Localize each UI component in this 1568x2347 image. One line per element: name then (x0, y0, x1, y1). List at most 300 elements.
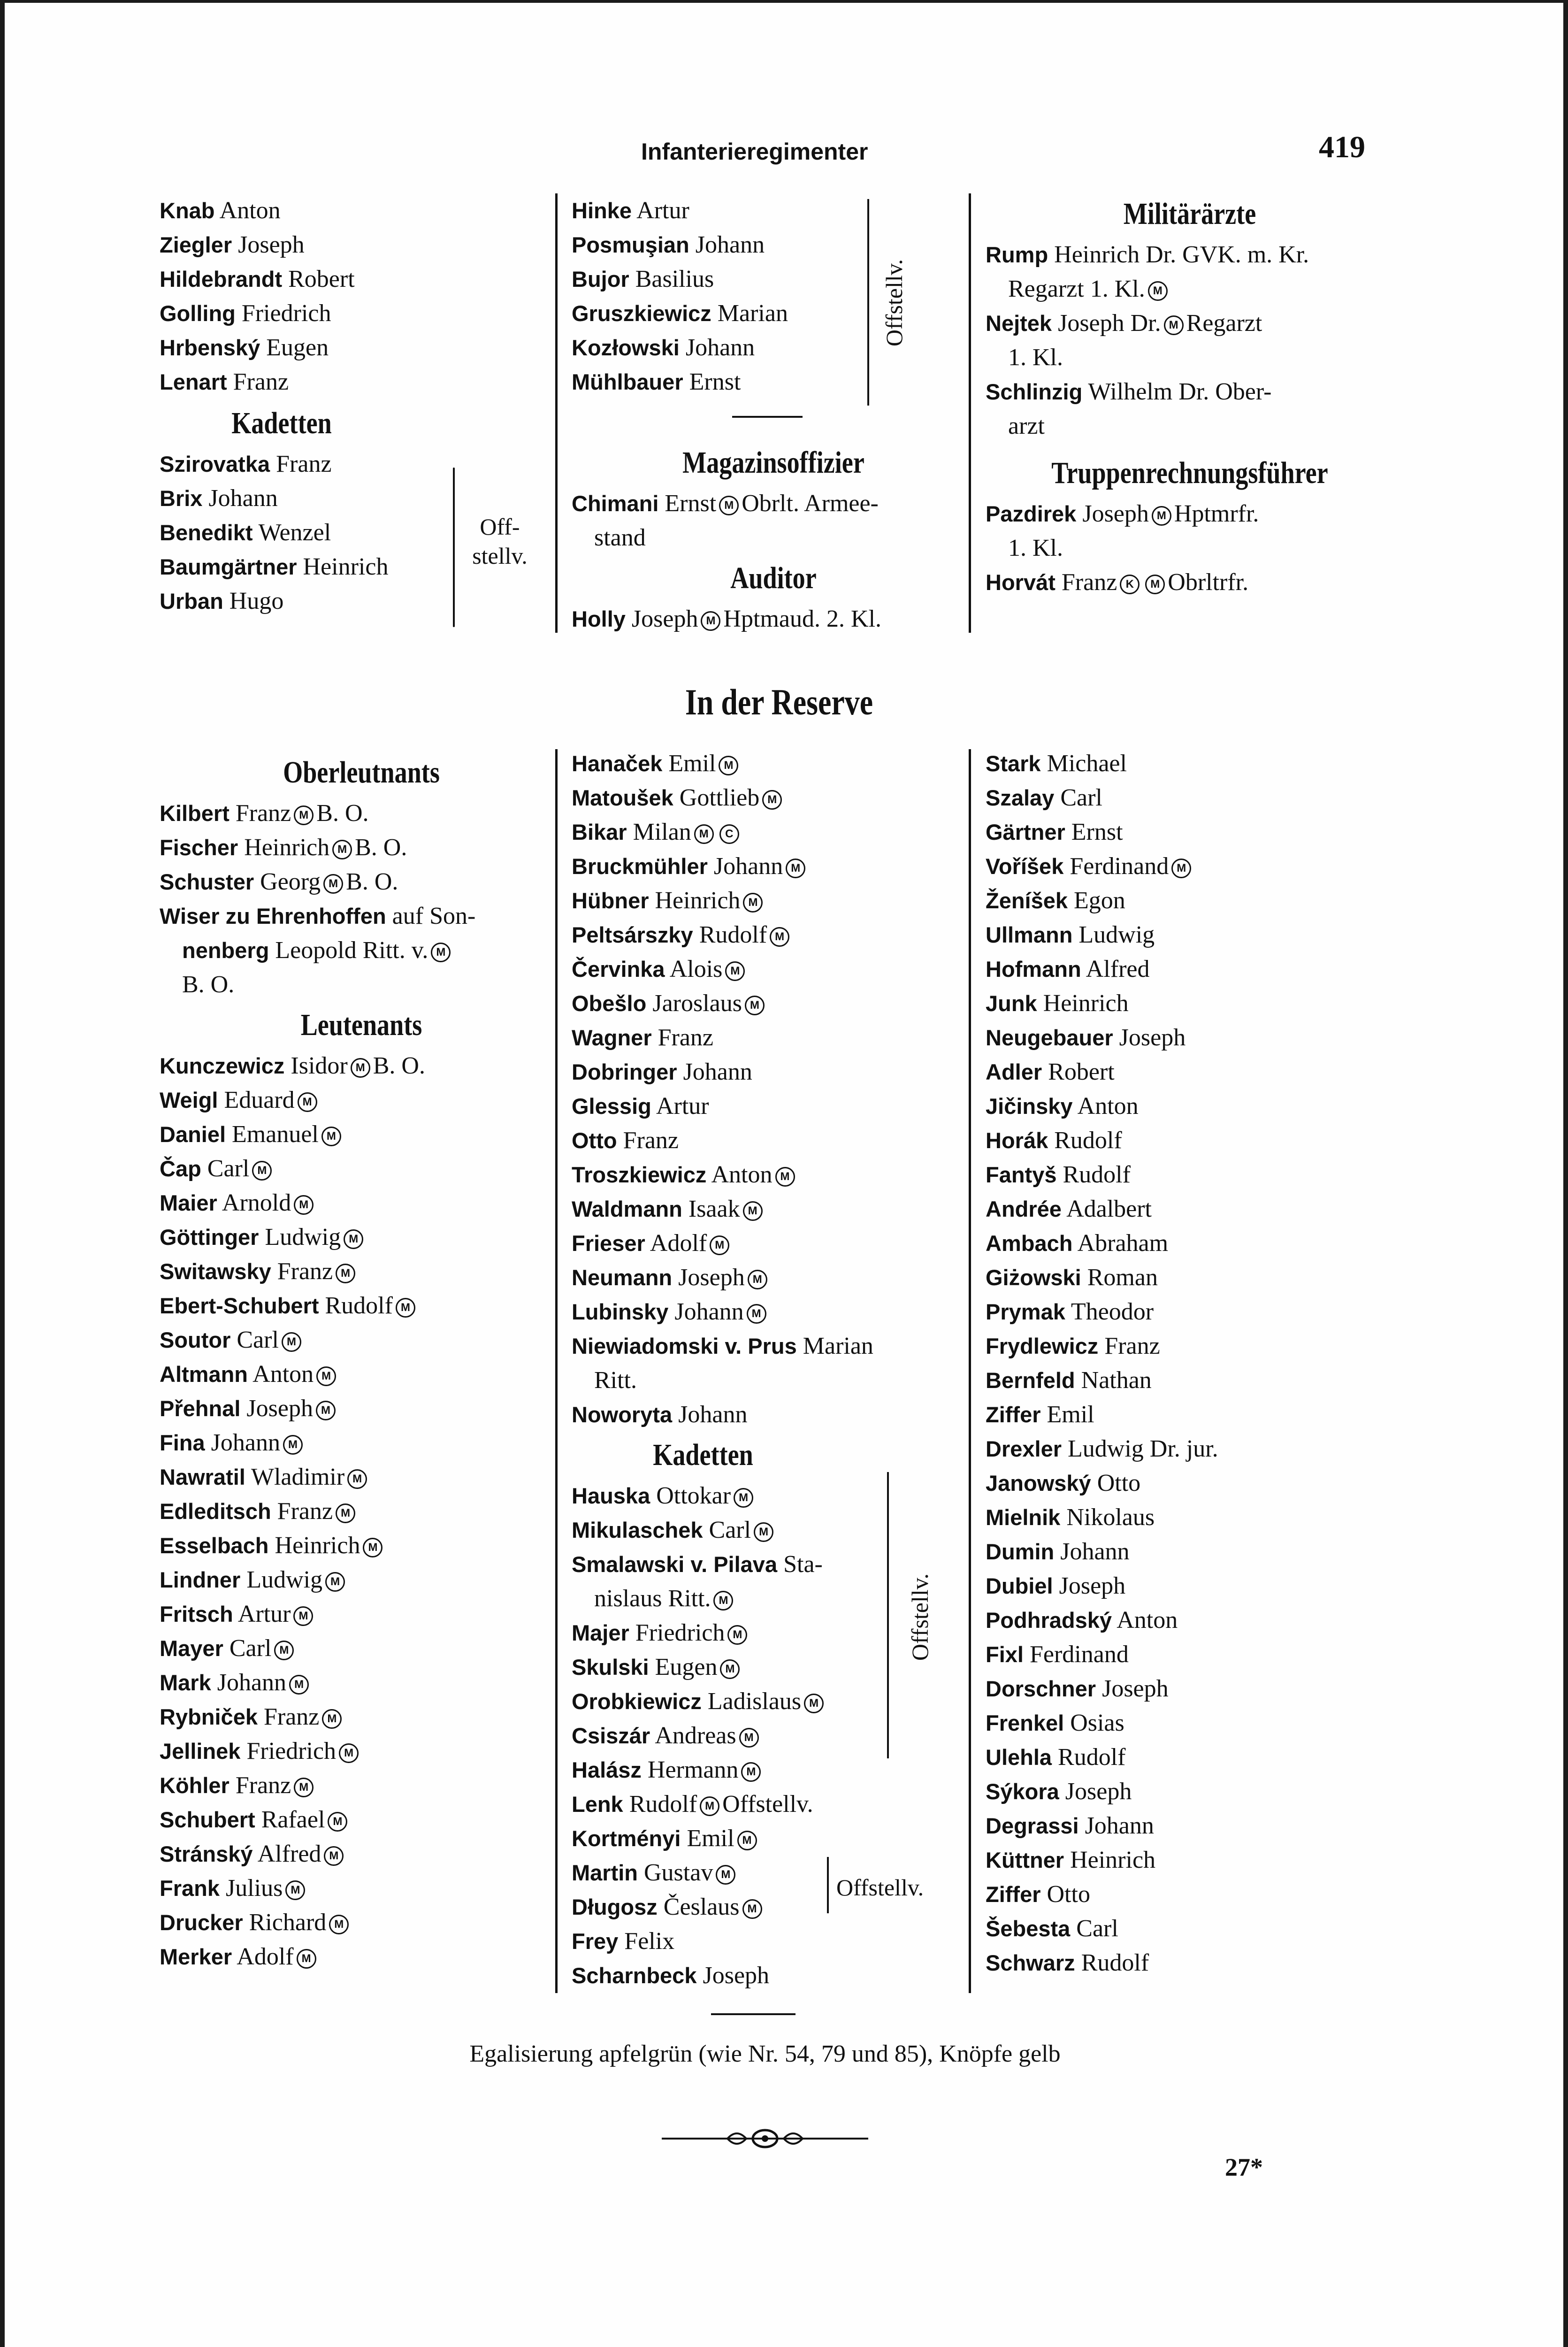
given-name: Joseph (631, 606, 698, 632)
given-name: Ludwig (1078, 921, 1155, 948)
surname: Červinka (572, 957, 665, 982)
given-name: Franz (233, 368, 289, 395)
surname: Glessig (572, 1094, 651, 1119)
given-name: Eugen (655, 1654, 718, 1680)
given-name: Johann (208, 485, 278, 512)
surname: Altmann (160, 1362, 248, 1387)
surname: Matoušek (572, 785, 673, 810)
medal-badge: M (747, 1304, 766, 1324)
surname: Ziffer (986, 1882, 1041, 1907)
medal-badge: M (1152, 506, 1171, 526)
list-entry (986, 1774, 1394, 1809)
surname: Urban (160, 589, 223, 614)
surname: Kozłowski (572, 335, 680, 360)
kadetten-heading: Kadetten (231, 406, 332, 440)
list-entry (986, 1363, 1394, 1397)
given-name: Friedrich (241, 300, 331, 327)
medal-badge: M (710, 1235, 729, 1255)
list-entry (986, 497, 1394, 531)
column-rule (555, 193, 558, 633)
surname: Giżowski (986, 1265, 1081, 1290)
surname: Ulehla (986, 1745, 1052, 1770)
given-name: Franz (276, 451, 332, 477)
given-name: Rudolf (1058, 1744, 1126, 1771)
surname: Andrée (986, 1197, 1062, 1221)
list-entry (572, 1479, 975, 1513)
list-entry (160, 1597, 563, 1631)
medal-badge: M (786, 859, 805, 878)
list-entry (160, 262, 558, 296)
surname: Horvát (986, 570, 1056, 595)
surname: Ambach (986, 1231, 1073, 1256)
surname: Baumgärtner (160, 554, 297, 579)
given-name: Eduard (224, 1087, 295, 1113)
given-name: Česlaus (663, 1894, 740, 1920)
list-entry (986, 1295, 1394, 1329)
given-name: Ferdinand (1070, 853, 1169, 880)
list-entry (160, 1940, 563, 1974)
truppen-heading: Truppenrechnungsführer (1051, 456, 1328, 490)
list-entry (986, 1158, 1394, 1192)
given-name: Heinrich Dr. GVK. m. Kr. (1054, 241, 1309, 268)
surname: Lindner (160, 1567, 241, 1592)
list-entry (986, 1466, 1394, 1500)
surname: Dobringer (572, 1059, 677, 1084)
given-name: B. O. (182, 971, 235, 998)
surname: Gruszkiewicz (572, 301, 711, 326)
surname: Lenk (572, 1792, 623, 1817)
surname: Mayer (160, 1636, 223, 1661)
surname: Rybniček (160, 1704, 258, 1729)
medal-badge: M (701, 611, 720, 631)
given-name: Johann (674, 1298, 744, 1325)
list-entry (160, 865, 563, 899)
list-entry (572, 1260, 975, 1295)
list-entry (572, 1020, 975, 1055)
medal-badge: M (725, 961, 745, 981)
list-entry (160, 1151, 563, 1186)
given-name: Rafael (261, 1806, 325, 1833)
list-entry (160, 193, 558, 228)
list-entry (572, 1295, 975, 1329)
list-entry (572, 1684, 975, 1718)
surname: Jičinsky (986, 1094, 1073, 1119)
medal-badge: M (329, 1915, 349, 1934)
auditor-heading: Auditor (730, 561, 817, 595)
list-entry (160, 330, 558, 365)
surname: Bujor (572, 267, 629, 291)
given-name: Franz (1104, 1333, 1160, 1359)
rank-note: B. O. (316, 800, 369, 827)
medal-badge: M (323, 874, 343, 894)
medal-badge: K (1120, 575, 1140, 594)
surname: Hübner (572, 888, 649, 913)
given-name: Adalbert (1066, 1196, 1152, 1222)
medal-badge: M (716, 1865, 735, 1885)
surname: Golling (160, 301, 236, 326)
surname: Halász (572, 1757, 642, 1782)
list-entry (572, 365, 975, 399)
rank-note: Regarzt (1186, 310, 1262, 337)
surname: Obešlo (572, 991, 647, 1016)
reserve-col1 (160, 749, 563, 1974)
given-name: Theodor (1071, 1298, 1154, 1325)
surname: Göttinger (160, 1225, 259, 1250)
top-col2 (572, 193, 975, 399)
list-entry (572, 781, 975, 815)
given-name: Roman (1087, 1264, 1158, 1291)
surname: Schwarz (986, 1950, 1075, 1975)
given-name: Johann (678, 1401, 748, 1428)
list-entry (572, 486, 975, 521)
list-entry (572, 262, 975, 296)
list-entry (572, 228, 975, 262)
surname: Maier (160, 1190, 217, 1215)
surname: Hinke (572, 198, 632, 223)
rank-note: B. O. (346, 868, 398, 895)
given-name: Abraham (1077, 1230, 1169, 1257)
list-entry (160, 1357, 563, 1391)
list-entry (986, 1329, 1394, 1363)
list-entry (572, 849, 975, 883)
list-entry (160, 1563, 563, 1597)
given-name: Ernst (689, 368, 741, 395)
given-name: Nikolaus (1066, 1504, 1155, 1531)
medal-badge: M (720, 1659, 740, 1679)
list-entry (572, 193, 975, 228)
list-entry (572, 1329, 975, 1363)
medal-badge: M (727, 1625, 747, 1645)
list-entry (572, 1055, 975, 1089)
kadetten-brace (453, 468, 455, 627)
given-name: Franz (623, 1127, 679, 1154)
surname: Ullmann (986, 922, 1073, 947)
reserve-kadetten-note: Offstellv. (907, 1573, 933, 1661)
medal-badge: M (298, 1092, 317, 1112)
list-entry (160, 933, 563, 967)
list-entry (160, 365, 558, 399)
list-entry (986, 1226, 1394, 1260)
medal-badge: M (324, 1846, 344, 1866)
list-entry (986, 1192, 1394, 1226)
given-name: Rudolf (1081, 1949, 1149, 1976)
medal-badge: M (282, 1332, 301, 1352)
medal-badge: M (289, 1675, 309, 1695)
medal-badge: M (754, 1522, 773, 1542)
surname: Peltsárszky (572, 922, 693, 947)
given-name: Andreas (655, 1722, 736, 1749)
surname: Pazdirek (986, 501, 1077, 526)
given-name: Jaroslaus (652, 990, 742, 1017)
list-entry (160, 1734, 563, 1768)
list-entry (986, 238, 1394, 272)
surname: Bernfeld (986, 1368, 1075, 1393)
given-name: Isaak (688, 1196, 740, 1222)
surname: Daniel (160, 1122, 226, 1147)
given-name: Joseph (1065, 1778, 1132, 1805)
medal-badge: M (321, 1127, 341, 1146)
list-entry (986, 1706, 1394, 1740)
medal-badge: M (328, 1812, 347, 1832)
given-name: Johann (713, 853, 783, 880)
list-entry (986, 1123, 1394, 1158)
given-name: Emanuel (232, 1121, 319, 1148)
surname: Lenart (160, 369, 227, 394)
surname: Neumann (572, 1265, 673, 1290)
list-entry (572, 1821, 975, 1856)
medal-badge: M (745, 996, 765, 1015)
surname: Mielnik (986, 1505, 1061, 1530)
list-entry (986, 1672, 1394, 1706)
list-entry (572, 1513, 975, 1547)
given-name: Carl (709, 1517, 751, 1543)
list-entry (986, 1055, 1394, 1089)
magazin-block (572, 439, 975, 636)
given-name: Carl (207, 1155, 250, 1182)
medal-badge: M (1164, 315, 1184, 335)
list-entry (160, 830, 563, 865)
given-name: Ernst (1071, 819, 1123, 845)
medal-badge: M (804, 1694, 824, 1713)
surname: Kilbert (160, 801, 229, 826)
medal-badge: M (694, 824, 714, 844)
given-name: Franz (658, 1024, 714, 1051)
given-name: 1. Kl. (1008, 535, 1063, 561)
rank-note: Hptmrfr. (1174, 500, 1259, 527)
surname: Drucker (160, 1910, 243, 1935)
list-entry (986, 815, 1394, 849)
list-entry (572, 1924, 975, 1958)
list-entry (160, 1837, 563, 1871)
surname: Sýkora (986, 1779, 1059, 1804)
militaer-heading: Militärärzte (1123, 197, 1256, 231)
surname: Schlinzig (986, 379, 1083, 404)
surname: Niewiadomski v. Prus (572, 1334, 797, 1358)
medal-badge: M (297, 1949, 316, 1969)
medal-badge: M (283, 1435, 303, 1455)
reserve-heading: In der Reserve (685, 682, 873, 722)
column-rule (969, 193, 971, 633)
list-entry (572, 1787, 975, 1821)
given-name: Rudolf (1054, 1127, 1122, 1154)
given-name: auf Son- (392, 903, 476, 929)
footer-rule (711, 2013, 795, 2015)
list-entry (160, 1254, 563, 1289)
list-entry (986, 883, 1394, 918)
surname: Ebert-Schubert (160, 1293, 319, 1318)
surname: Scharnbeck (572, 1963, 697, 1988)
given-name: Anton (252, 1361, 314, 1388)
list-entry (986, 986, 1394, 1020)
surname: Gärtner (986, 820, 1065, 844)
surname: Schubert (160, 1807, 255, 1832)
magazin-line2: stand (594, 524, 646, 551)
given-name: Johann (683, 1058, 752, 1085)
given-name: Carl (1076, 1915, 1118, 1942)
list-entry (572, 1089, 975, 1123)
medal-badge: M (294, 1778, 314, 1797)
given-name: 1. Kl. (1008, 344, 1063, 371)
pair-brace (827, 1857, 836, 1913)
surname: Chimani (572, 491, 659, 516)
surname: Hrbenský (160, 335, 260, 360)
reserve-kadetten-heading: Kadetten (653, 1438, 753, 1472)
medal-badge: M (700, 1796, 719, 1816)
medal-badge: M (336, 1264, 355, 1283)
list-entry (986, 409, 1394, 443)
given-name: Wilhelm Dr. Ober- (1088, 378, 1272, 405)
list-entry (986, 746, 1394, 781)
given-name: Egon (1074, 887, 1125, 914)
reserve-col3 (986, 746, 1394, 1980)
surname: Mark (160, 1670, 211, 1695)
list-entry (160, 481, 558, 515)
surname: Schuster (160, 869, 254, 894)
given-name: Otto (1047, 1881, 1090, 1908)
surname: Frydlewicz (986, 1334, 1099, 1358)
given-name: Regarzt 1. Kl. (1008, 276, 1145, 302)
given-name: Franz (235, 1772, 291, 1799)
list-entry (986, 1260, 1394, 1295)
rank-note: Obrltrfr. (1168, 569, 1249, 596)
medal-badge: M (770, 927, 789, 947)
given-name: Hugo (229, 588, 284, 614)
medal-badge: M (316, 1401, 336, 1420)
medal-badge: M (742, 1899, 762, 1919)
surname: Brix (160, 486, 203, 511)
ornament-divider (662, 2125, 868, 2153)
given-name: Robert (1048, 1058, 1115, 1085)
medal-badge: M (252, 1161, 272, 1181)
given-name: Franz (277, 1258, 333, 1285)
list-entry (160, 1528, 563, 1563)
surname: Otto (572, 1128, 617, 1153)
surname: Dumin (986, 1539, 1055, 1564)
given-name: Johann (211, 1429, 280, 1456)
surname: Mühlbauer (572, 369, 683, 394)
list-entry (160, 1665, 563, 1700)
medal-badge: M (1171, 859, 1191, 878)
list-entry (572, 1123, 975, 1158)
list-entry (160, 967, 563, 1002)
short-rule (732, 416, 803, 418)
surname: Drexler (986, 1436, 1062, 1461)
given-name: Franz (263, 1703, 320, 1730)
given-name: Heinrich (303, 553, 389, 580)
list-entry (986, 952, 1394, 986)
list-entry (986, 1843, 1394, 1877)
surname: Neugebauer (986, 1025, 1113, 1050)
medal-badge: M (431, 943, 451, 962)
given-name: Julius (226, 1875, 283, 1902)
list-entry (572, 1718, 975, 1753)
given-name: Milan (633, 819, 691, 845)
given-name: Joseph (1119, 1024, 1186, 1051)
given-name: Nathan (1081, 1367, 1152, 1394)
col2-brace (867, 199, 869, 406)
list-entry (986, 1432, 1394, 1466)
surname: Wiser zu Ehrenhoffen (160, 904, 386, 928)
given-name: Joseph (1102, 1675, 1169, 1702)
medal-badge: M (351, 1058, 370, 1078)
list-entry (572, 296, 975, 330)
list-entry (160, 899, 563, 933)
medal-badge: M (396, 1298, 415, 1318)
kadetten-note: Off-stellv. (472, 514, 528, 569)
list-entry (986, 849, 1394, 883)
surname: Orobkiewicz (572, 1689, 702, 1714)
given-name: Carl (229, 1635, 272, 1662)
list-entry (986, 1020, 1394, 1055)
list-entry (986, 1946, 1394, 1980)
given-name: Alfred (1086, 956, 1150, 982)
given-name: Wladimir (251, 1464, 345, 1490)
given-name: Heinrich (655, 887, 741, 914)
medal-badge: M (739, 1728, 759, 1748)
surname: Hildebrandt (160, 267, 283, 291)
surname: Fritsch (160, 1602, 233, 1626)
given-name: Rudolf (699, 921, 767, 948)
given-name: Marian (803, 1333, 873, 1359)
given-name: Joseph (678, 1264, 745, 1291)
list-entry (572, 952, 975, 986)
surname: Ziegler (160, 232, 232, 257)
surname: Frank (160, 1876, 220, 1901)
list-entry (986, 1911, 1394, 1946)
medal-badge: M (363, 1538, 382, 1557)
given-name: Artur (656, 1093, 709, 1120)
given-name: Joseph (703, 1962, 770, 1989)
medal-badge: M (339, 1743, 359, 1763)
surname: Stark (986, 751, 1041, 776)
surname: Szirovatka (160, 452, 270, 476)
list-entry (160, 796, 563, 830)
surname: Fixl (986, 1642, 1024, 1667)
given-name: Franz (1061, 569, 1117, 596)
given-name: arzt (1008, 413, 1045, 439)
surname: Stránský (160, 1841, 253, 1866)
list-entry (160, 1494, 563, 1528)
given-name: Carl (237, 1327, 279, 1353)
surname: Voříšek (986, 854, 1064, 879)
rank-note: Obrlt. Armee- (742, 490, 879, 517)
surname: Horák (986, 1128, 1048, 1153)
given-name: Heinrich (275, 1532, 360, 1559)
egalisierung-note: Egalisierung apfelgrün (wie Nr. 54, 79 und 85), Knöpfe gelb (469, 2040, 1061, 2067)
list-entry (572, 1958, 975, 1993)
reserve-kadetten-brace (887, 1472, 889, 1758)
list-entry (160, 1220, 563, 1254)
given-name: Isidor (291, 1052, 348, 1079)
list-entry (572, 1226, 975, 1260)
surname: Dorschner (986, 1676, 1096, 1701)
surname: Esselbach (160, 1533, 269, 1558)
surname: Switawsky (160, 1259, 271, 1284)
list-entry (572, 1158, 975, 1192)
given-name: Leopold Ritt. v. (275, 937, 428, 964)
surname: Frey (572, 1929, 619, 1954)
surname: Dubiel (986, 1573, 1053, 1598)
list-entry (572, 330, 975, 365)
list-entry (572, 602, 975, 636)
list-entry (160, 1460, 563, 1494)
medal-badge: M (332, 840, 352, 859)
given-name: Friedrich (635, 1619, 725, 1646)
given-name: Emil (687, 1825, 734, 1852)
given-name: Anton (1077, 1093, 1139, 1120)
given-name: Artur (636, 197, 689, 224)
surname: Ziffer (986, 1402, 1041, 1427)
